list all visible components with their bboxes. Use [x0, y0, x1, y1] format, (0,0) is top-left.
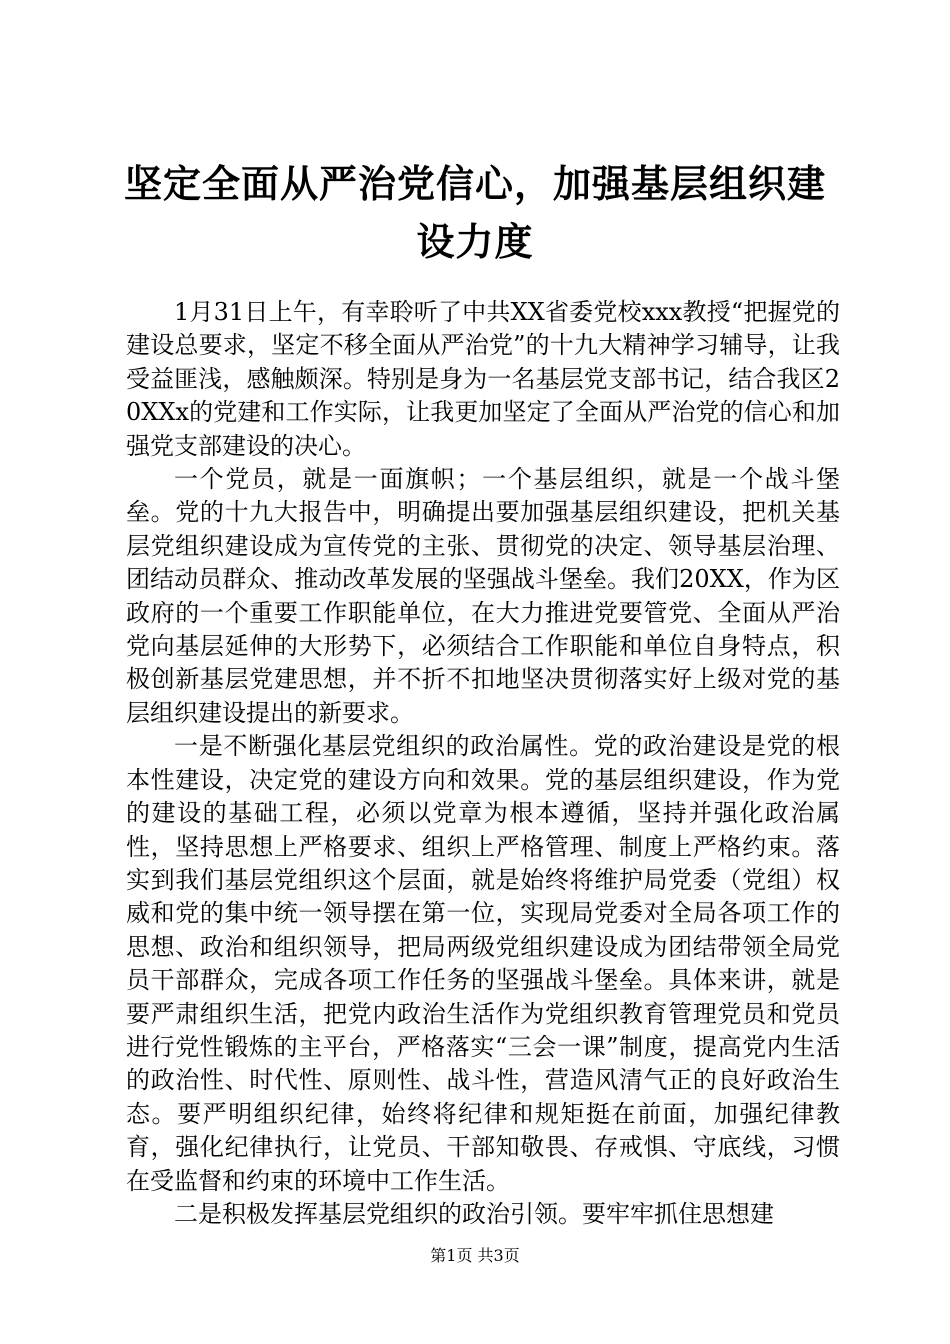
- paragraph: 一是不断强化基层党组织的政治属性。党的政治建设是党的根本性建设，决定党的建设方向和效果。党的基层组织建设，作为党的建设的基础工程，必须以党章为根本遵循，坚持并强化政治属性，坚持思想上严格要求、组织上严格管理、制度上严格约束。落实到我们基层党组织这个层面，就是始终将维护局党委（党组）权威和党的集中统一领导摆在第一位，实现局党委对全局各项工作的思想、政治和组织领导，把局两级党组织建设成为团结带领全局党员干部群众，完成各项工作任务的坚强战斗堡垒。具体来讲，就是要严肃组织生活，把党内政治生活作为党组织教育管理党员和党员进行党性锻炼的主平台，严格落实“三会一课”制度，提高党内生活的政治性、时代性、原则性、战斗性，营造风清气正的良好政治生态。要严明组织纪律，始终将纪律和规矩挺在前面，加强纪律教育，强化纪律执行，让党员、干部知敬畏、存戒惧、守底线，习惯在受监督和约束的环境中工作生活。: [126, 732, 840, 1195]
- document-body: [126, 296, 840, 1231]
- paragraph: 二是积极发挥基层党组织的政治引领。要牢牢抓住思想建: [174, 1199, 774, 1228]
- paragraph: 一个党员，就是一面旗帜；一个基层组织，就是一个战斗堡垒。党的十九大报告中，明确提出要加强基层组织建设，把机关基层党组织建设成为宣传党的主张、贯彻党的决定、领导基层治理、团结动员群众、推动改革发展的坚强战斗堡垒。我们20XX，作为区政府的一个重要工作职能单位，在大力推进党要管党、全面从严治党向基层延伸的大形势下，必须结合工作职能和单位自身特点，积极创新基层党建思想，并不折不扣地坚决贯彻落实好上级对党的基层组织建设提出的新要求。: [126, 465, 840, 727]
- page-footer: [0, 1245, 950, 1267]
- paragraph: 1月31日上午，有幸聆听了中共XX省委党校xxx教授“把握党的建设总要求，坚定不移全面从严治党”的十九大精神学习辅导，让我受益匪浅，感触颇深。特别是身为一名基层党支部书记，结合我区20XXx的党建和工作实际，让我更加坚定了全面从严治党的信心和加强党支部建设的决心。: [126, 298, 840, 460]
- page-number: 第1页 共3页: [430, 1246, 520, 1265]
- document-title: 坚定全面从严治党信心，加强基层组织建设力度: [123, 161, 826, 264]
